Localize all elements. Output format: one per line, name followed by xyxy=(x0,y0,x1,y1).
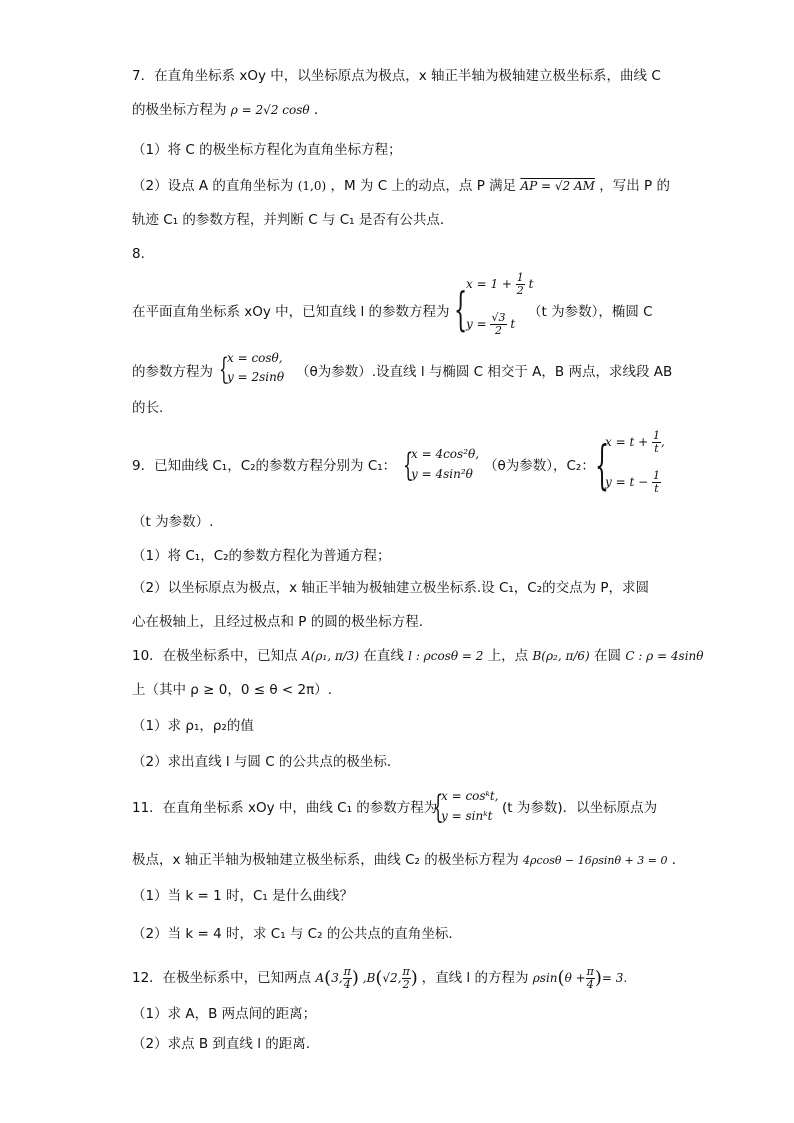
q10-point-a: A(ρ₁, π/3) xyxy=(301,649,360,663)
q8-line2b: （θ为参数）.设直线 l 与椭圆 C 相交于 A，B 两点，求线段 AB xyxy=(296,364,673,380)
q7-part1: （1）将 C 的极坐标方程化为直角坐标方程； xyxy=(132,142,402,158)
q10-part1: （1）求 ρ₁，ρ₂的值 xyxy=(132,718,254,734)
q11-polar-equation: 4ρcosθ − 16ρsinθ + 3 = 0 xyxy=(523,854,668,867)
q12-part1: （1）求 A，B 两点间的距离； xyxy=(132,1006,317,1022)
left-brace-icon: { xyxy=(219,352,229,387)
left-brace-icon: { xyxy=(454,282,468,336)
q8-line1a: 在平面直角坐标系 xOy 中，已知直线 l 的参数方程为 xyxy=(132,304,450,320)
q12-line-equation: ρsin(θ + $\frac{\pi}{4}$ )= 3. xyxy=(532,965,628,991)
q7-polar-equation: ρ = 2√2 cosθ xyxy=(230,103,310,117)
left-brace-icon: { xyxy=(433,788,444,826)
q10-circle-c: C : ρ = 4sinθ xyxy=(625,649,704,663)
q7-vector-equation: AP = √2 AM xyxy=(520,179,595,193)
q7-point: (1,0) xyxy=(297,179,327,193)
q11-line1a: 11．在直角坐标系 xOy 中，曲线 C₁ 的参数方程为 xyxy=(132,800,438,816)
q8-number: 8． xyxy=(132,246,155,262)
q10-line1: 10．在极坐标系中，已知点 A(ρ₁, π/3) 在直线 l : ρcosθ = 2 上，点 B(ρ₂, π/6) 在圆 C : ρ = 4sinθ xyxy=(132,648,704,664)
left-brace-icon: { xyxy=(595,436,609,496)
q10-part2: （2）求出直线 l 与圆 C 的公共点的极坐标． xyxy=(132,754,401,770)
q9-line1a: 9．已知曲线 C₁，C₂的参数方程分别为 C₁： xyxy=(132,458,397,474)
q9-part1: （1）将 C₁，C₂的参数方程化为普通方程； xyxy=(132,548,391,564)
q9-part2-line2: 心在极轴上，且经过极点和 P 的圆的极坐标方程. xyxy=(132,614,424,630)
left-brace-icon: { xyxy=(403,446,414,484)
q7-part2-line1: （2）设点 A 的直角坐标为 (1,0) ，M 为 C 上的动点，点 P 满足 AP = √2 AM ，写出 P 的 xyxy=(132,178,670,194)
q9-part2-line1: （2）以坐标原点为极点，x 轴正半轴为极轴建立极坐标系.设 C₁，C₂的交点为 P，求圆 xyxy=(132,580,650,596)
q7-line1: 7．在直角坐标系 xOy 中，以坐标原点为极点，x 轴正半轴为极轴建立极坐标系，曲线 C xyxy=(132,68,661,84)
q11-part2: （2）当 k = 4 时，求 C₁ 与 C₂ 的公共点的直角坐标． xyxy=(132,926,462,942)
q7-part2-line2: 轨迹 C₁ 的参数方程，并判断 C 与 C₁ 是否有公共点． xyxy=(132,212,454,228)
q11-line2: 极点，x 轴正半轴为极轴建立极坐标系，曲线 C₂ 的极坐标方程为 4ρcosθ − 16ρsinθ + 3 = 0 ． xyxy=(132,852,686,868)
q12-point-b: ,B(√2, $\frac{\pi}{2}$ ) xyxy=(362,965,418,991)
q10-line2: 上（其中 ρ ≥ 0，0 ≤ θ < 2π）. xyxy=(132,682,332,698)
q12-line1: 12．在极坐标系中，已知两点 A(3, $\frac{\pi}{4}$ ) ,B(√2, $\frac{\pi}{2}$ ) ，直线 l 的方程为 ρsin(θ + $\frac{\pi}{4}$ )= 3. xyxy=(132,965,628,991)
q9-line2: （t 为参数）. xyxy=(132,514,214,530)
q12-point-a: A(3, $\frac{\pi}{4}$ ) xyxy=(315,965,359,991)
q8-line2a: 的参数方程为 xyxy=(132,364,213,380)
q9-line1b: （θ为参数），C₂： xyxy=(484,458,595,474)
q12-part2: （2）求点 B 到直线 l 的距离. xyxy=(132,1036,311,1052)
q8-line1b: （t 为参数），椭圆 C xyxy=(528,304,653,320)
q7-line2: 的极坐标方程为 ρ = 2√2 cosθ ． xyxy=(132,102,328,118)
q10-point-b: B(ρ₂, π/6) xyxy=(532,649,590,663)
q10-line-l: l : ρcosθ = 2 xyxy=(408,649,484,663)
q8-line3: 的长. xyxy=(132,400,164,416)
q11-part1: （1）当 k = 1 时，C₁ 是什么曲线？ xyxy=(132,888,354,904)
q11-line1b: (t 为参数)．以坐标原点为 xyxy=(502,800,658,816)
exam-page: 7．在直角坐标系 xOy 中，以坐标原点为极点，x 轴正半轴为极轴建立极坐标系，曲线 C 的极坐标方程为 ρ = 2√2 cosθ ． （1）将 C 的极坐标方程化为直角坐标方程； （2）设点 A 的直角坐标为 (1,0) ，M 为 C 上的动点，点 P 满足 AP = √2 AM ，写出 P 的 轨迹 C₁ 的参数方程，并判断 C 与 C₁ 是否有公共点． 8． 在平面直角坐标系 xOy 中，已知直线 l 的参数方程为 { x = 1 + $\frac{1}{2}$ t y = $\frac{√3}{2}$ t （t 为参数），椭圆 C 的参数方程为 { x = cosθ, y = 2sinθ （θ为参数）.设直线 l 与椭圆 C 相交于 A，B 两点，求线段 AB 的长. 9．已知曲线 C₁，C₂的参数方程分别为 C₁： { x = 4cos²θ, y = 4sin²θ （θ为参数），C₂： { x = t + $\frac{1}{t}$ , y = t − $\frac{1}{t}$ （t 为参数）. （1）将 C₁，C₂的参数方程化为普通方程； （2）以坐标原点为极点，x 轴正半轴为极轴建立极坐标系.设 C₁，C₂的交点为 P，求圆 心在极轴上，且经过极点和 P 的圆的极坐标方程. 10．在极坐标系中，已知点 A(ρ₁, π/3) 在直线 l : ρcosθ = 2 上，点 B(ρ₂, π/6) 在圆 C : ρ = 4sinθ 上（其中 ρ ≥ 0，0 ≤ θ < 2π）. （1）求 ρ₁，ρ₂的值 （2）求出直线 l 与圆 C 的公共点的极坐标． 11．在直角坐标系 xOy 中，曲线 C₁ 的参数方程为 { x = cosᵏt, y = sinᵏt (t 为参数)．以坐标原点为 极点，x 轴正半轴为极轴建立极坐标系，曲线 C₂ 的极坐标方程为 4ρcosθ − 16ρsinθ + 3 = 0 ． （1）当 k = 1 时，C₁ 是什么曲线？ （2）当 k = 4 时，求 C₁ 与 C₂ 的公共点的直角坐标． 12．在极坐标系中，已知两点 A(3, $\frac{\pi}{4}$ ) ,B(√2, $\frac{\pi}{2}$ ) ，直线 l 的方程为 ρsin(θ + $\frac{\pi}{4}$ )= 3. （1）求 A，B 两点间的距离； （2）求点 B 到直线 l 的距离. xyxy=(132,68,704,1052)
